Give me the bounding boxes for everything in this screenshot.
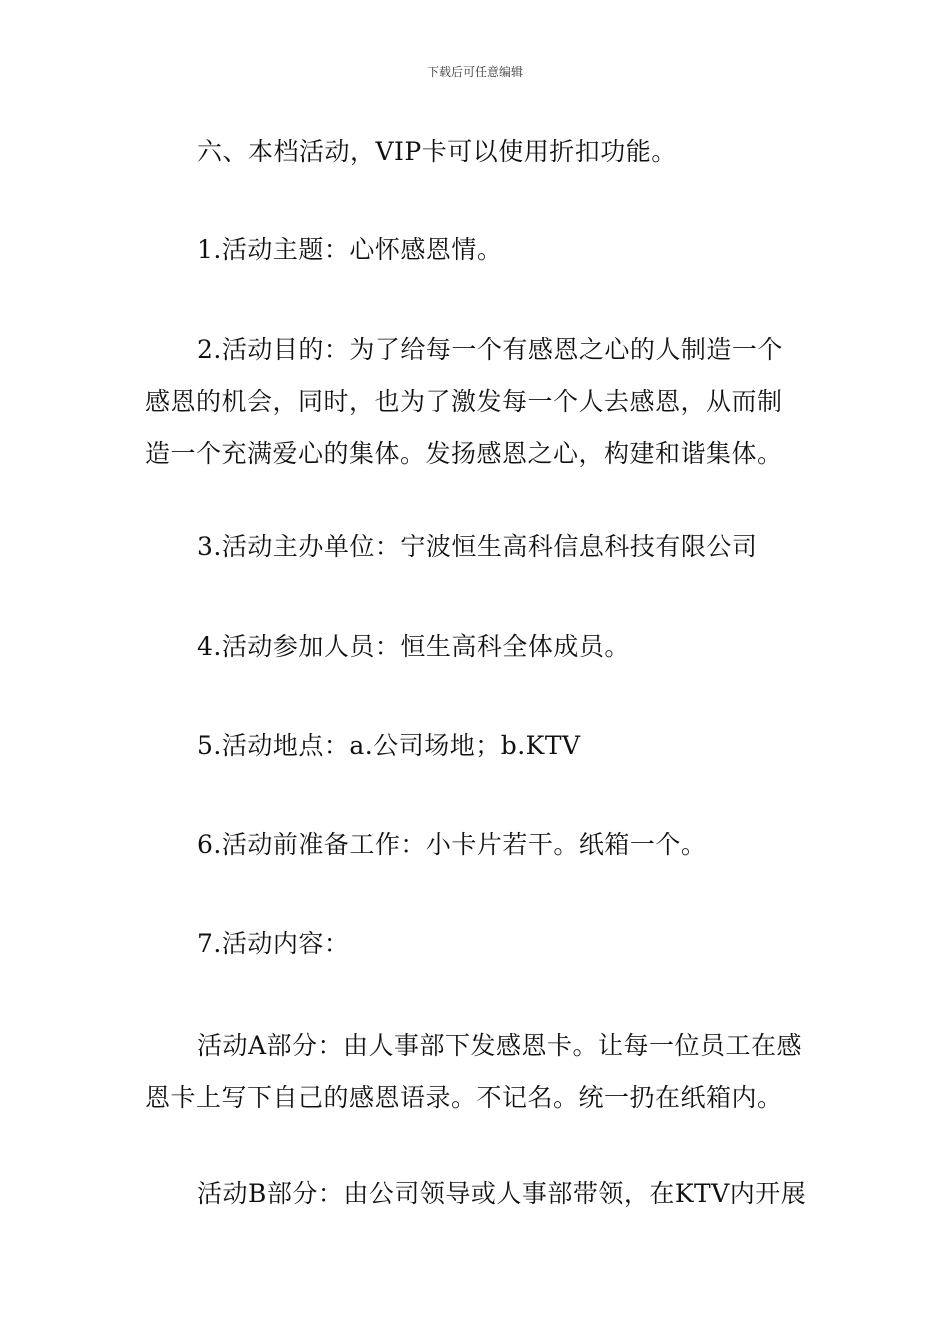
paragraph-activity-content: 7.活动内容：	[197, 929, 350, 958]
paragraph-activity-part-b: 活动B部分：由公司领导或人事部带领，在KTV内开展	[197, 1179, 807, 1208]
paragraph-participants: 4.活动参加人员：恒生高科全体成员。	[197, 632, 630, 661]
paragraph-activity-purpose: 2.活动目的：为了给每一个有感恩之心的人制造一个感恩的机会，同时，也为了激发每一个人去感恩，从而制造一个充满爱心的集体。发扬感恩之心，构建和谐集体。	[145, 335, 783, 468]
paragraph-section-six: 六、本档活动，VIP卡可以使用折扣功能。	[197, 137, 677, 166]
page-header-note: 下载后可任意编辑	[426, 65, 523, 79]
paragraph-location: 5.活动地点：a.公司场地；b.KTV	[197, 731, 581, 760]
paragraph-organizer: 3.活动主办单位：宁波恒生高科信息科技有限公司	[197, 532, 758, 561]
paragraph-activity-part-a: 活动A部分：由人事部下发感恩卡。让每一位员工在感恩卡上写下自己的感恩语录。不记名。统一扔在纸箱内。	[145, 1031, 803, 1112]
paragraph-preparation: 6.活动前准备工作：小卡片若干。纸箱一个。	[197, 830, 707, 859]
paragraph-activity-theme: 1.活动主题：心怀感恩情。	[197, 235, 503, 264]
